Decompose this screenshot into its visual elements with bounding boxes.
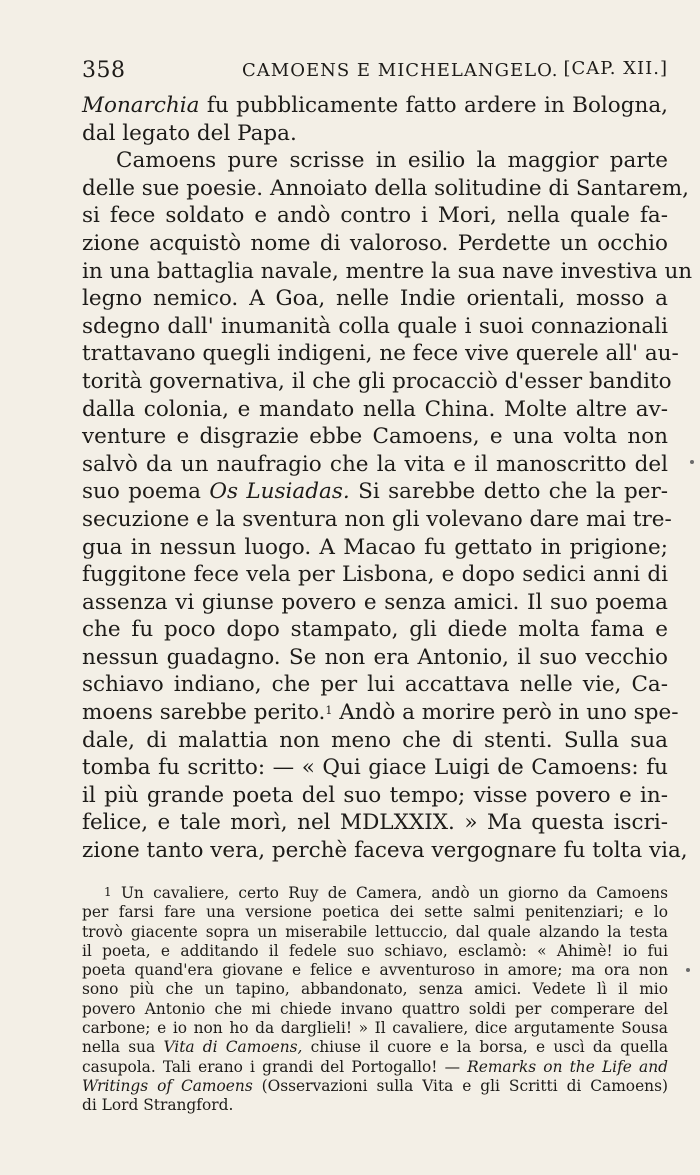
footnote-line: per farsi fare una versione poetica dei sette salmi penitenziari; e lo: [82, 903, 668, 922]
text-line: in una battaglia navale, mentre la sua nave investiva un: [82, 258, 693, 284]
footnote-line: carbone; e io non ho da darglieli! » Il cavaliere, dice argutamente Sousa: [82, 1019, 668, 1038]
text-line: dalla colonia, e mandato nella China. Molte altre av-: [82, 396, 668, 422]
text-line: schiavo indiano, che per lui accattava nelle vie, Ca-: [82, 672, 668, 698]
text-line: il più grande poeta del suo tempo; visse povero e in-: [82, 782, 668, 808]
running-title: CAMOENS E MICHELANGELO.: [242, 60, 559, 81]
text-run: chiuse il cuore e la borsa, e uscì da quella: [302, 1038, 669, 1057]
footnote-number: 1: [104, 885, 112, 899]
footnote-line: povero Antonio che mi chiede invano quattro soldi per comperare del: [82, 999, 668, 1018]
text-line: tomba fu scritto: — « Qui giace Luigi de Camoens: fu: [82, 755, 668, 781]
text-line: zione acquistò nome di valoroso. Perdette un occhio: [82, 230, 668, 256]
text-line: trattavano quegli indigeni, ne fece vive querele all' au-: [82, 341, 679, 367]
page-edge-speck: [690, 460, 694, 464]
text-run: suo poema: [82, 479, 210, 505]
italic-title: Os Lusiadas.: [209, 479, 350, 505]
text-line: venture e disgrazie ebbe Camoens, e una volta non: [82, 424, 668, 450]
text-run: Si sarebbe detto che la per-: [349, 479, 668, 505]
footnote-line: [82, 884, 668, 903]
text-run: fu pubblicamente fatto ardere in Bologna,: [199, 93, 668, 118]
text-line: salvò da un naufragio che la vita e il manoscritto del: [82, 451, 668, 477]
text-line: felice, e tale morì, nel MDLXXIX. » Ma questa iscri-: [82, 810, 668, 836]
footnote-line: [82, 1058, 668, 1077]
footnote-line: trovò giacente sopra un miserabile lettuccio, dal quale alzando la testa: [82, 922, 668, 941]
text-line: si fece soldato e andò contro i Mori, nella quale fa-: [82, 203, 668, 229]
text-line: torità governativa, il che gli procacciò d'esser bandito: [82, 368, 672, 394]
footnote-reference: 1: [325, 704, 333, 718]
text-run: casupola. Tali erano i grandi del Portogallo! —: [82, 1057, 468, 1076]
text-line: dale, di malattia non meno che di stenti. Sulla sua: [82, 727, 668, 753]
italic-title: Vita di Camoens,: [163, 1038, 303, 1057]
page-number: 358: [82, 58, 126, 83]
text-line: nessun guadagno. Se non era Antonio, il suo vecchio: [82, 644, 668, 670]
italic-title: Monarchia: [82, 93, 200, 118]
text-line: fuggitone fece vela per Lisbona, e dopo sedici anni di: [82, 562, 668, 588]
paragraph-first-line: Camoens pure scrisse in esilio la maggior parte: [116, 148, 668, 174]
text-run: Un cavaliere, certo Ruy de Camera, andò un giorno da Camoens: [111, 884, 668, 902]
main-text: [82, 92, 693, 865]
text-line: gua in nessun luogo. A Macao fu gettato in prigione;: [82, 534, 668, 560]
running-head: [82, 54, 668, 90]
footnote-line: di Lord Strangford.: [82, 1096, 234, 1115]
text-line: [82, 478, 668, 506]
page-edge-speck: [686, 968, 690, 972]
footnote-line: [82, 1077, 668, 1096]
text-line: secuzione e la sventura non gli volevano dare mai tre-: [82, 506, 672, 532]
text-run: (Osservazioni sulla Vita e gli Scritti di Camoens): [252, 1076, 668, 1095]
text-line: sdegno dall' inumanità colla quale i suoi connazionali: [82, 313, 668, 339]
text-line: zione tanto vera, perchè faceva vergognare fu tolta via,: [82, 838, 688, 864]
footnote-line: sono più che un tapino, abbandonato, senza amici. Vedete lì il mio: [82, 980, 668, 999]
text-line: che fu poco dopo stampato, gli diede molta fama e: [82, 617, 668, 643]
text-line: [82, 699, 679, 727]
footnote-line: il poeta, e additando il fedele suo schiavo, esclamò: « Ahimè! io fui: [82, 941, 668, 960]
italic-title: Writings of Camoens: [82, 1076, 253, 1095]
footnote-line: [82, 1038, 668, 1057]
text-run: moens sarebbe perito.: [82, 700, 326, 726]
text-line: dal legato del Papa.: [82, 120, 297, 146]
text-run: nella sua: [82, 1038, 164, 1057]
text-line: assenza vi giunse povero e senza amici. Il suo poema: [82, 589, 668, 615]
text-run: Andò a morire però in uno spe-: [332, 700, 679, 726]
footnote-line: poeta quand'era giovane e felice e avventuroso in amore; ma ora non: [82, 961, 668, 980]
text-line: [82, 92, 668, 120]
text-line: delle sue poesie. Annoiato della solitudine di Santarem,: [82, 175, 689, 201]
italic-title: Remarks on the Life and: [467, 1057, 668, 1076]
chapter-label: [CAP. XII.]: [563, 58, 668, 79]
footnote: [82, 884, 668, 1116]
text-line: legno nemico. A Goa, nelle Indie orientali, mosso a: [82, 286, 668, 312]
